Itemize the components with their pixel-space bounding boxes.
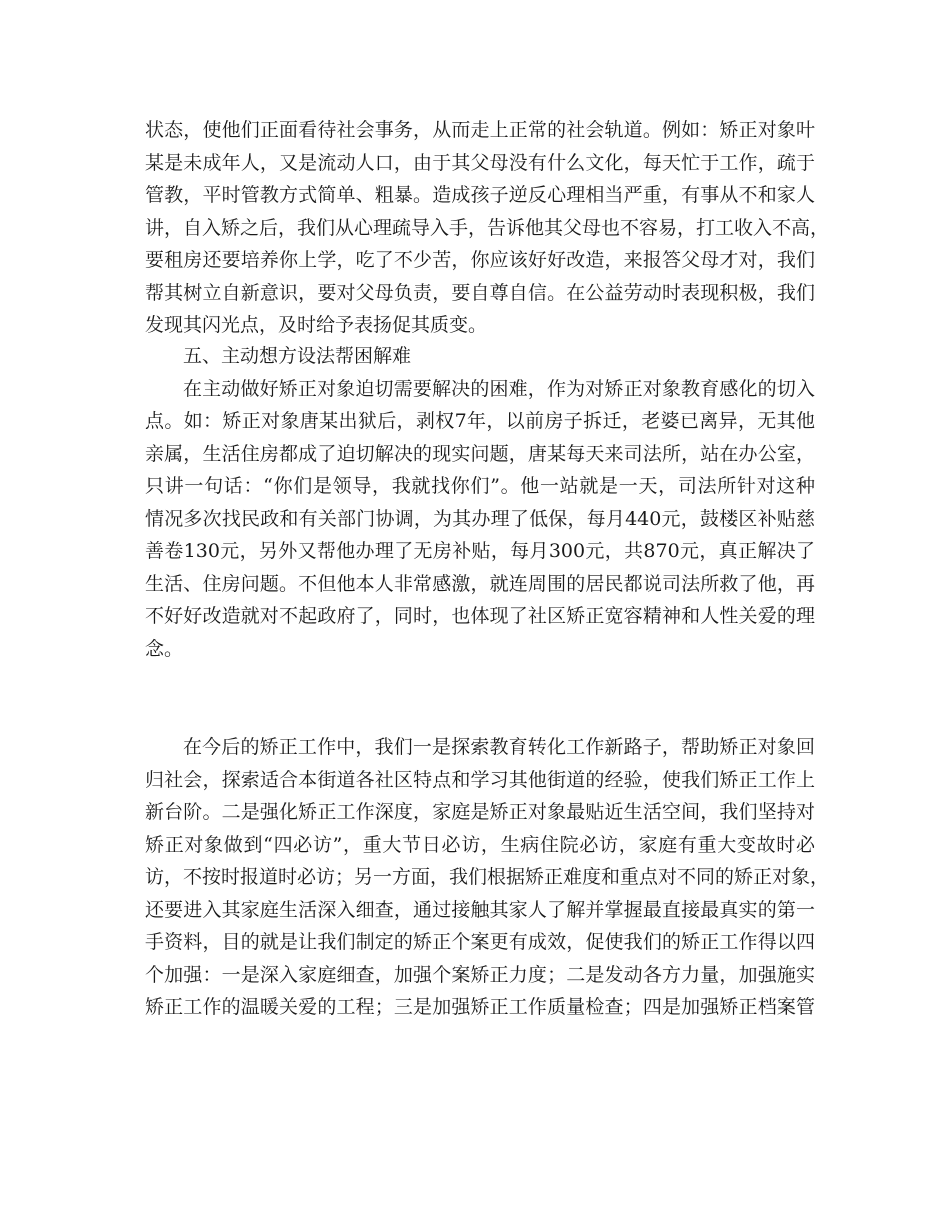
future-work-paragraph [145,731,830,1024]
paragraph-line: 在主动做好矫正对象迫切需要解决的困难，作为对矫正对象教育感化的切入 [183,377,815,400]
paragraph-line: 新台阶。二是强化矫正工作深度，家庭是矫正对象最贴近生活空间，我们坚持对 [145,801,815,823]
paragraph-line: 访，不按时报道时必访；另一方面，我们根据矫正难度和重点对不同的矫正对象， [145,866,830,888]
paragraph-line: 善卷130元，另外又帮他办理了无房补贴，每月300元，共870元，真正解决了 [145,540,815,562]
paragraph-line: 还要进入其家庭生活深入细查，通过接触其家人了解并掌握最直接最真实的第一 [145,898,815,921]
paragraph-line: 要租房还要培养你上学，吃了不少苦，你应该好好改造，来报答父母才对，我们 [145,249,815,271]
paragraph-line: 在今后的矫正工作中，我们一是探索教育转化工作新路子，帮助矫正对象回 [183,736,815,758]
paragraph-line: 状态，使他们正面看待社会事务，从而走上正常的社会轨道。例如：矫正对象叶 [145,119,815,141]
paragraph-line: 矫正对象做到“四必访”，重大节日必访，生病住院必访，家庭有重大变故时必 [145,833,815,856]
paragraph-line: 手资料，目的就是让我们制定的矫正个案更有成效，促使我们的矫正工作得以四 [145,931,815,953]
paragraph-line: 生活、住房问题。不但他本人非常感激，就连周围的居民都说司法所救了他，再 [145,572,815,595]
paragraph-line: 矫正工作的温暖关爱的工程；三是加强矫正工作质量检查；四是加强矫正档案管 [145,996,815,1018]
paragraph-continuation [145,114,830,342]
paragraph-line: 管教，平时管教方式简单、粗暴。造成孩子逆反心理相当严重，有事从不和家人 [145,184,815,206]
paragraph-line: 情况多次找民政和有关部门协调，为其办理了低保，每月440元，鼓楼区补贴慈 [145,507,815,530]
paragraph-line: 念。 [145,637,184,660]
paragraph-line: 归社会，探索适合本街道各社区特点和学习其他街道的经验，使我们矫正工作上 [145,768,815,791]
paragraph-line: 发现其闪光点，及时给予表扬促其质变。 [145,314,488,336]
paragraph-line: 只讲一句话：“你们是领导，我就找你们”。他一站就是一天，司法所针对这种 [145,475,815,497]
paragraph-line: 帮其树立自新意识，要对父母负责，要自尊自信。在公益劳动时表现积极，我们 [145,281,815,304]
paragraph-line: 个加强：一是深入家庭细查，加强个案矫正力度；二是发动各方力量，加强施实 [145,963,815,986]
paragraph-line: 点。如：矫正对象唐某出狱后，剥权7年，以前房子拆迁，老婆已离异，无其他 [145,410,815,432]
paragraph-line: 某是未成年人，又是流动人口，由于其父母没有什么文化，每天忙于工作，疏于 [145,151,815,174]
paragraph-line: 亲属，生活住房都成了迫切解决的现实问题，唐某每天来司法所，站在办公室， [145,442,815,465]
section-five [145,340,815,665]
section-heading: 五、主动想方设法帮困解难 [183,345,412,367]
paragraph-line: 讲，自入矫之后，我们从心理疏导入手，告诉他其父母也不容易，打工收入不高， [145,216,830,239]
paragraph-line: 不好好改造就对不起政府了，同时，也体现了社区矫正宽容精神和人性关爱的理 [145,605,815,627]
